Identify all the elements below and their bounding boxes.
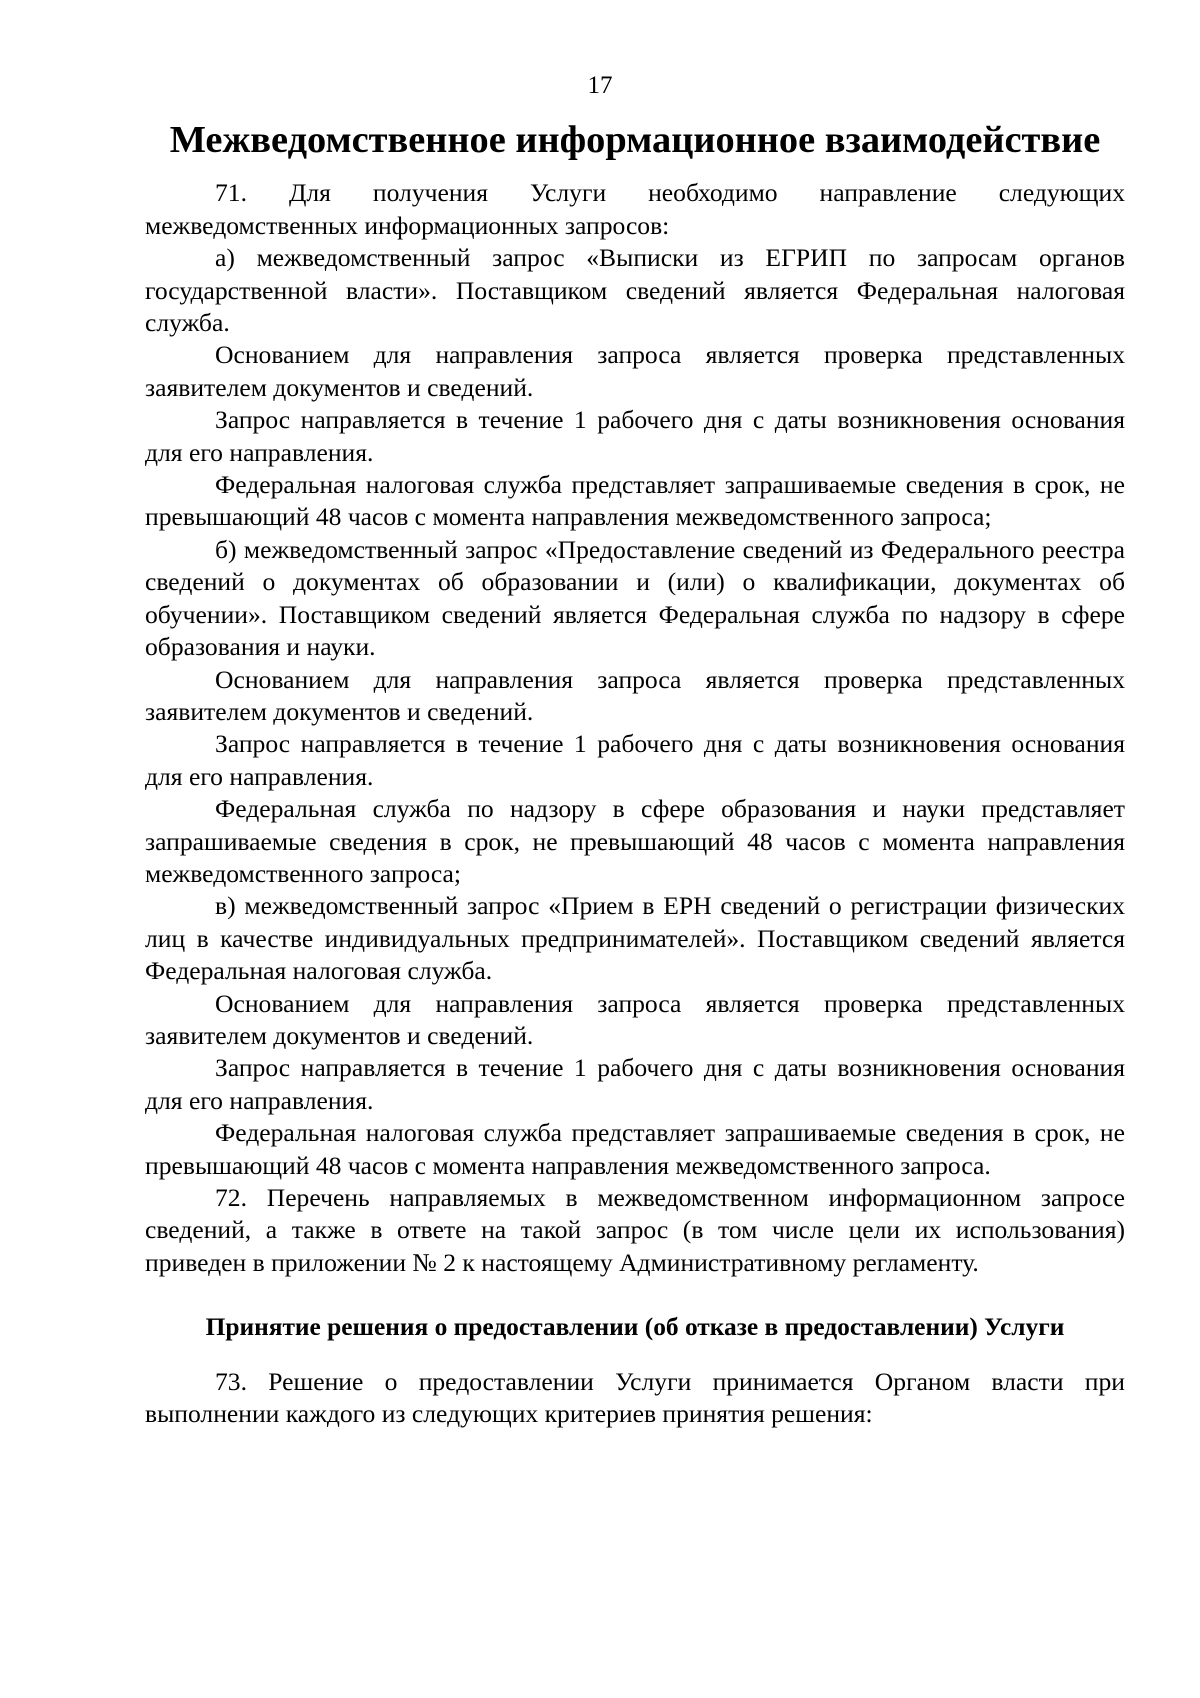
paragraph: б) межведомственный запрос «Предоставление сведений из Федерального реестра сведений о документах об образовании и (или) о квалификации, документах об обучении». Поставщиком сведений является Федеральная служба по надзору в сфере образования и науки. — [145, 534, 1125, 662]
paragraph: в) межведомственный запрос «Прием в ЕРН сведений о регистрации физических лиц в качестве индивидуальных предпринимателей». Поставщиком сведений является Федеральная налоговая служба. — [145, 891, 1125, 986]
section-heading-interagency: Межведомственное информационное взаимодействие — [169, 119, 1101, 161]
paragraph: Основанием для направления запроса является проверка представленных заявителем документов и сведений. — [145, 664, 1125, 726]
paragraph: Запрос направляется в течение 1 рабочего дня с даты возникновения основания для его направления. — [145, 405, 1125, 467]
paragraph: 71. Для получения Услуги необходимо направление следующих межведомственных информационных запросов: — [145, 178, 1125, 240]
paragraph: Основанием для направления запроса является проверка представленных заявителем документов и сведений. — [145, 340, 1125, 402]
page-number: 17 — [587, 72, 613, 99]
paragraph: 73. Решение о предоставлении Услуги принимается Органом власти при выполнении каждого из следующих критериев принятия решения: — [145, 1366, 1125, 1429]
paragraph: Запрос направляется в течение 1 рабочего дня с даты возникновения основания для его направления. — [145, 729, 1125, 791]
document-body — [145, 119, 1125, 1430]
section-heading-decision: Принятие решения о предоставлении (об отказе в предоставлении) Услуги — [205, 1313, 1065, 1342]
paragraph: Федеральная налоговая служба представляет запрашиваемые сведения в срок, не превышающий 48 часов с момента направления межведомственного запроса; — [145, 470, 1125, 532]
paragraph: Основанием для направления запроса является проверка представленных заявителем документов и сведений. — [145, 988, 1125, 1050]
paragraph: Запрос направляется в течение 1 рабочего дня с даты возникновения основания для его направления. — [145, 1053, 1125, 1115]
paragraph: 72. Перечень направляемых в межведомственном информационном запросе сведений, а также в ответе на такой запрос (в том числе цели их использования) приведен в приложении № 2 к настоящему Административному регламенту. — [145, 1183, 1125, 1277]
paragraph: а) межведомственный запрос «Выписки из ЕГРИП по запросам органов государственной власти». Поставщиком сведений является Федеральная налоговая служба. — [145, 243, 1125, 338]
paragraph: Федеральная налоговая служба представляет запрашиваемые сведения в срок, не превышающий 48 часов с момента направления межведомственного запроса. — [145, 1118, 1125, 1180]
paragraph: Федеральная служба по надзору в сфере образования и науки представляет запрашиваемые сведения в срок, не превышающий 48 часов с момента направления межведомственного запроса; — [145, 794, 1125, 888]
